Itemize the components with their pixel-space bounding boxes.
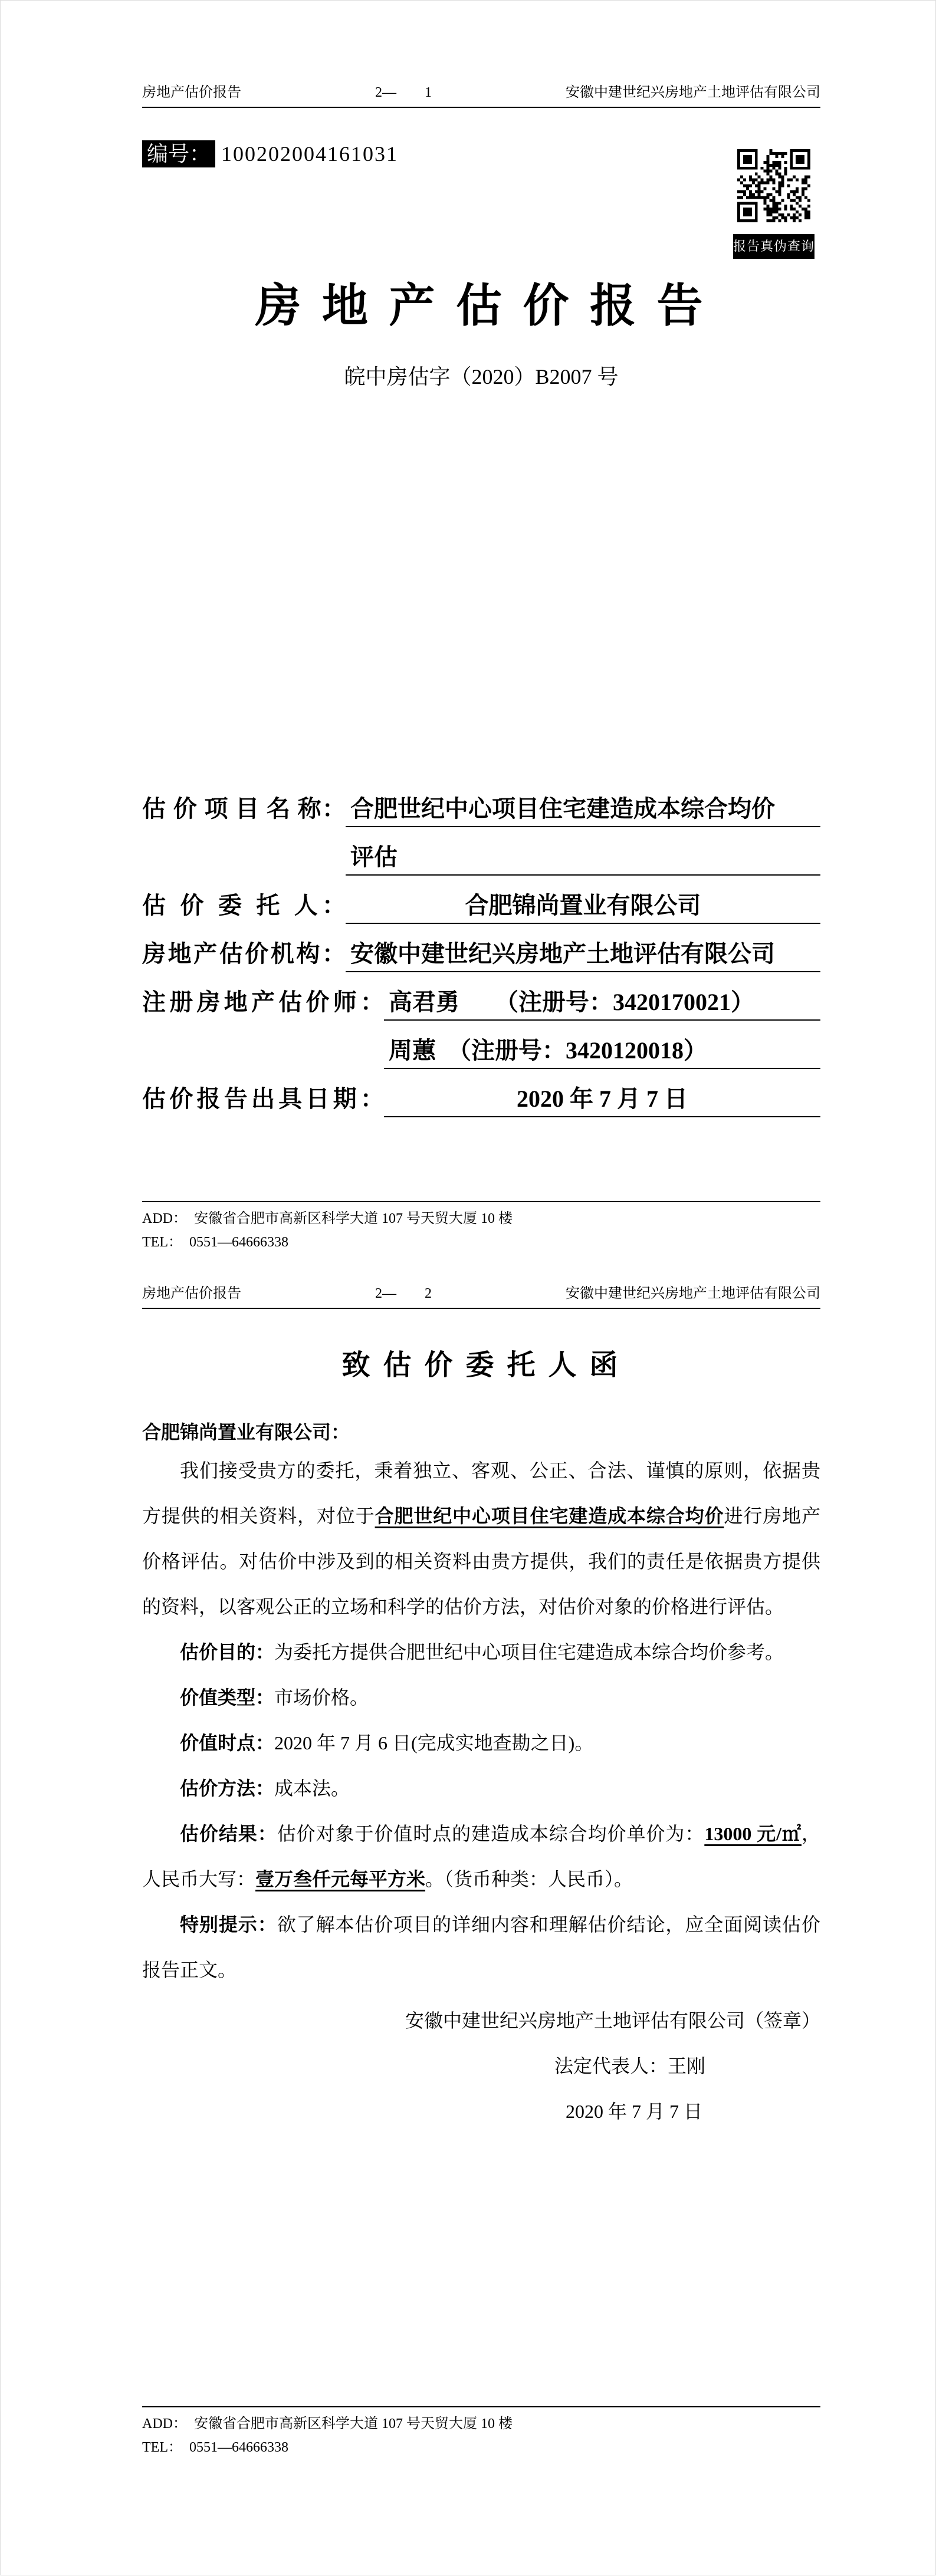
serial-number-value: 100202004161031 — [221, 142, 399, 166]
footer-phone: TEL： 0551—64666338 — [142, 1235, 288, 1250]
signature-date: 2020 年 7 月 7 日 — [565, 2101, 702, 2122]
page-2-letter — [1, 1274, 936, 2576]
value-date-label: 价值时点： — [180, 1732, 275, 1753]
signature-legal-representative: 法定代表人：王刚 — [554, 2055, 705, 2077]
form-value-appraiser-1: 高君勇 （注册号：3420170021） — [384, 983, 820, 1021]
form-label-project-name: 估 价 项 目 名 称： — [142, 795, 346, 822]
form-row-issue-date — [142, 1069, 820, 1117]
result-text-3: 。（货币种类：人民币）。 — [425, 1868, 633, 1890]
report-serial-number — [142, 137, 398, 167]
form-value-project-name: 合肥世纪中心项目住宅建造成本综合均价 — [346, 790, 820, 827]
paragraph-result — [142, 1811, 820, 1902]
header-doc-title: 房地产估价报告 — [142, 85, 241, 100]
form-label-blank — [142, 872, 346, 876]
value-type-label: 价值类型： — [180, 1687, 275, 1708]
footer-address: ADD： 安徽省合肥市高新区科学大道 107 号天贸大厦 10 楼 — [142, 2416, 513, 2432]
cover-form — [142, 779, 820, 1117]
paragraph-intro — [142, 1448, 820, 1630]
qr-code — [737, 149, 810, 222]
form-label-issue-date: 估价报告出具日期： — [142, 1085, 384, 1112]
form-row-project-name-cont — [142, 827, 820, 876]
header-page-number: 2— 1 — [375, 85, 432, 100]
result-label: 估价结果： — [180, 1823, 277, 1844]
result-unit-price: 13000 元/㎡ — [704, 1823, 802, 1844]
footer-address: ADD： 安徽省合肥市高新区科学大道 107 号天贸大厦 10 楼 — [142, 1211, 513, 1226]
page-1-cover — [1, 1, 936, 1274]
method-text: 成本法。 — [274, 1778, 350, 1799]
paragraph-method — [142, 1766, 820, 1811]
qr-verification-block — [733, 149, 815, 259]
page2-footer — [142, 2406, 820, 2459]
result-text-1: 估价对象于价值时点的建造成本综合均价单价为： — [277, 1823, 705, 1844]
result-price-in-words: 壹万叁仟元每平方米 — [255, 1868, 426, 1890]
intro-text-1: 我们接受贵方的委托，秉着独立、客观、公正、合法、谨慎的原则，依据贵方提供的相关资料，对位于 — [142, 1460, 820, 1526]
page2-running-header — [142, 1281, 820, 1309]
form-label-client: 估 价 委 托 人： — [142, 892, 346, 919]
letter-title: 致 估 价 委 托 人 函 — [341, 1350, 621, 1381]
signature-block — [142, 1998, 820, 2134]
letter-body — [142, 1448, 820, 1993]
value-date-text: 2020 年 7 月 6 日(完成实地查勘之日)。 — [274, 1732, 594, 1753]
method-label: 估价方法： — [180, 1778, 275, 1799]
footer-phone: TEL： 0551—64666338 — [142, 2440, 288, 2455]
form-label-appraiser: 注册房地产估价师： — [142, 989, 384, 1015]
form-row-appraiser-2 — [142, 1021, 820, 1069]
report-title: 房 地 产 估 价 报 告 — [255, 280, 708, 331]
form-value-client: 合肥锦尚置业有限公司 — [346, 887, 820, 924]
value-type-text: 市场价格。 — [274, 1687, 369, 1708]
result-text-2: ，人民币大写： — [142, 1823, 820, 1890]
form-label-blank — [142, 1065, 384, 1069]
serial-number-label: 编号： — [142, 140, 215, 167]
qr-caption: 报告真伪查询 — [733, 234, 815, 259]
header-company-name: 安徽中建世纪兴房地产土地评估有限公司 — [566, 85, 820, 100]
form-value-project-name-cont: 评估 — [346, 838, 820, 876]
notice-label: 特别提示： — [180, 1914, 277, 1935]
form-row-client — [142, 876, 820, 924]
purpose-text: 为委托方提供合肥世纪中心项目住宅建造成本综合均价参考。 — [274, 1641, 784, 1663]
page1-running-header — [142, 80, 820, 108]
purpose-label: 估价目的： — [180, 1641, 275, 1663]
paragraph-value-type — [142, 1675, 820, 1720]
intro-text-2: 进行房地产价格评估。对估价中涉及到的相关资料由贵方提供，我们的责任是依据贵方提供的资料，以客观公正的立场和科学的估价方法，对估价对象的价格进行评估。 — [142, 1505, 820, 1617]
page1-footer — [142, 1201, 820, 1254]
form-value-agency: 安徽中建世纪兴房地产土地评估有限公司 — [346, 935, 820, 972]
intro-project-name: 合肥世纪中心项目住宅建造成本综合均价 — [375, 1505, 724, 1526]
paragraph-purpose — [142, 1630, 820, 1675]
form-row-appraiser-1 — [142, 972, 820, 1021]
paragraph-value-date — [142, 1720, 820, 1766]
form-value-appraiser-2: 周蕙 （注册号：3420120018） — [384, 1032, 820, 1069]
header-page-number: 2— 2 — [375, 1286, 432, 1301]
report-reference-number: 皖中房估字（2020）B2007 号 — [344, 365, 619, 389]
form-value-issue-date: 2020 年 7 月 7 日 — [384, 1080, 820, 1117]
signature-company: 安徽中建世纪兴房地产土地评估有限公司（签章） — [405, 2010, 820, 2031]
form-label-agency: 房地产估价机构： — [142, 940, 346, 967]
form-row-agency — [142, 924, 820, 972]
letter-salutation: 合肥锦尚置业有限公司： — [142, 1422, 350, 1443]
header-company-name: 安徽中建世纪兴房地产土地评估有限公司 — [566, 1286, 820, 1301]
header-doc-title: 房地产估价报告 — [142, 1286, 241, 1301]
notice-text: 欲了解本估价项目的详细内容和理解估价结论，应全面阅读估价报告正文。 — [142, 1914, 820, 1980]
form-row-project-name — [142, 779, 820, 827]
paragraph-notice — [142, 1902, 820, 1993]
